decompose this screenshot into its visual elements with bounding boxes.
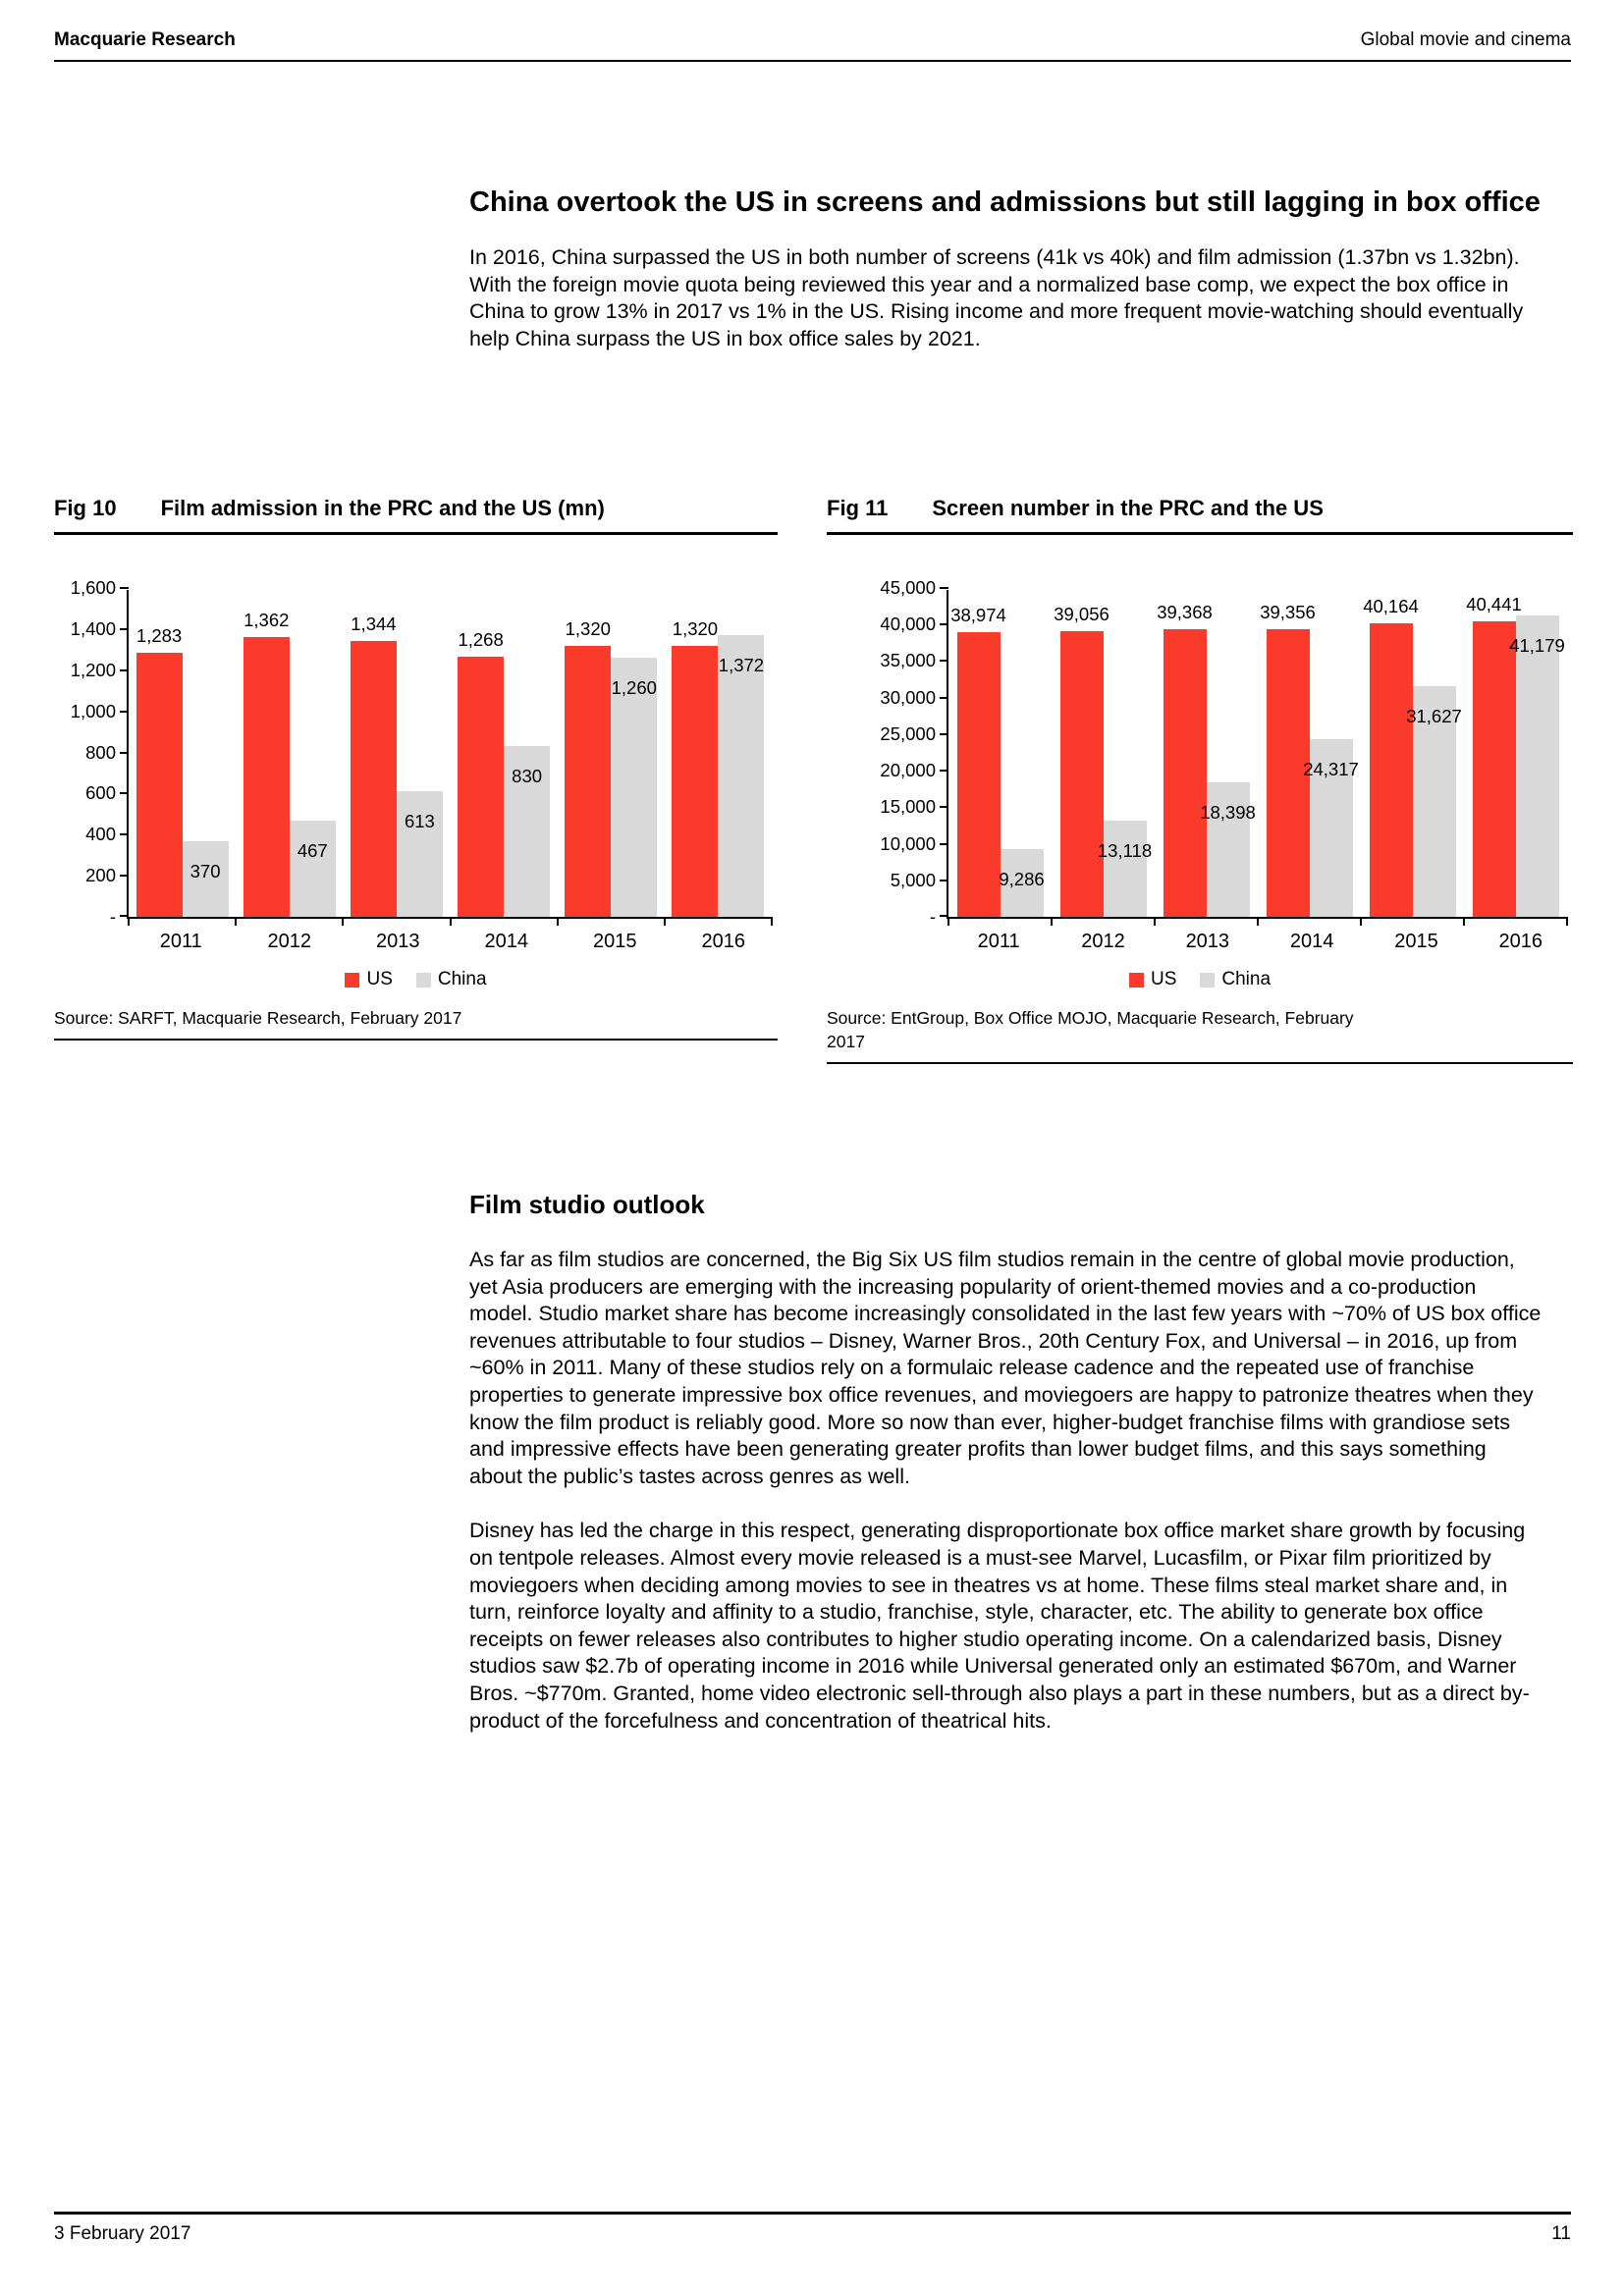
x-axis-tick bbox=[1154, 917, 1156, 926]
y-axis-label: 15,000 bbox=[880, 796, 936, 818]
fig11-screens-chart bbox=[827, 577, 1573, 990]
x-axis-label: 2011 bbox=[977, 931, 1020, 952]
page-header bbox=[54, 29, 1571, 62]
y-axis-label: 1,000 bbox=[70, 700, 116, 721]
china-bar bbox=[290, 821, 336, 917]
y-axis-label: 30,000 bbox=[880, 686, 936, 708]
bar-value-label: 1,320 bbox=[672, 617, 719, 639]
china-bar bbox=[611, 658, 657, 917]
intro-paragraph: In 2016, China surpassed the US in both number of screens (41k vs 40k) and film admission (1.37bn vs 1.32bn). With the foreign movie quota being reviewed this year and a normalized base comp, we expect the box office in China to grow 13% in 2017 vs 1% in the US. Rising income and more frequent movie-watching should eventually help China surpass the US in box office sales by 2021. bbox=[469, 245, 1524, 350]
bar-group-2016 bbox=[1464, 590, 1567, 917]
y-axis-tick bbox=[940, 660, 948, 662]
y-axis-label: 400 bbox=[85, 824, 116, 845]
y-axis-label: 1,600 bbox=[70, 577, 116, 598]
legend-swatch-us bbox=[345, 973, 359, 988]
plot-area bbox=[70, 577, 772, 927]
outlook-paragraph-2: Disney has led the charge in this respect, generating disproportionate box office market share growth by focusing on tentpole releases. Almost every movie released is a must-see Marvel, Lucasfilm, or Pixar film prioritized by moviegoers when deciding among movies to see in theatres vs at home. These films steal market share and, in turn, reinforce loyalty and affinity to a studio, franchise, style, character, etc. The ability to generate box office receipts on fewer releases also contributes to higher studio operating income. On a calendarized basis, Disney studios saw $2.7b of operating income in 2016 while Universal generated only an estimated $670m, and Warner Bros. ~$770m. Granted, home video electronic sell-through also plays a part in these numbers, but as a direct by-product of the forcefulness and concentration of theatrical hits. bbox=[469, 1519, 1530, 1733]
y-axis-label: 600 bbox=[85, 782, 116, 804]
y-axis-label: 40,000 bbox=[880, 614, 936, 635]
figure-10-source bbox=[54, 1006, 778, 1041]
x-axis-label: 2013 bbox=[376, 931, 420, 952]
y-axis-tick bbox=[120, 875, 129, 877]
y-axis-label: 20,000 bbox=[880, 760, 936, 781]
x-axis-tick bbox=[771, 917, 773, 926]
legend-swatch-china bbox=[416, 973, 431, 988]
y-axis-tick bbox=[940, 697, 948, 699]
x-axis-tick bbox=[1566, 917, 1568, 926]
china-bar bbox=[1097, 821, 1153, 917]
x-axis-label: 2011 bbox=[159, 931, 202, 952]
y-axis-tick bbox=[940, 770, 948, 772]
bar-value-label: 1,268 bbox=[458, 628, 504, 650]
bar-value-label: 1,283 bbox=[135, 625, 183, 647]
bar-value-label: 40,164 bbox=[1363, 596, 1419, 617]
x-axis-tick bbox=[947, 917, 949, 926]
bar-value-label: 1,320 bbox=[565, 617, 611, 639]
bar-value-label: 39,356 bbox=[1260, 602, 1316, 623]
bar-value-label: 613 bbox=[404, 810, 435, 831]
legend-item-china bbox=[416, 969, 487, 990]
x-axis-tick bbox=[450, 917, 452, 926]
bar-value-label: 1,362 bbox=[244, 609, 290, 630]
us-bar bbox=[351, 613, 397, 917]
y-axis-tick bbox=[120, 792, 129, 794]
bar-value-label: 31,627 bbox=[1406, 705, 1462, 726]
figure-11 bbox=[827, 496, 1573, 1064]
section-heading: China overtook the US in screens and admissions but still lagging in box office bbox=[469, 187, 1541, 218]
figure-title: Film admission in the PRC and the US (mn) bbox=[160, 496, 605, 520]
header-report-title: Global movie and cinema bbox=[1360, 29, 1571, 50]
x-axis-tick bbox=[1463, 917, 1465, 926]
us-bar bbox=[1157, 601, 1213, 917]
china-bar bbox=[1509, 615, 1565, 917]
x-axis-tick bbox=[557, 917, 559, 926]
us-bar bbox=[1466, 593, 1522, 917]
legend-swatch-us bbox=[1129, 973, 1144, 988]
footer-page-number: 11 bbox=[1551, 2223, 1571, 2244]
bar-value-label: 39,368 bbox=[1157, 601, 1213, 622]
x-axis-label: 2014 bbox=[484, 931, 528, 952]
x-axis-labels bbox=[127, 931, 778, 953]
y-axis-label: - bbox=[929, 906, 936, 927]
us-bar bbox=[244, 609, 290, 917]
bar-value-label: 13,118 bbox=[1097, 840, 1153, 862]
bar-value-label: 40,441 bbox=[1466, 593, 1522, 614]
x-axis-tick bbox=[1360, 917, 1362, 926]
bar-value-label: 370 bbox=[189, 860, 221, 881]
bar-value-label: 39,056 bbox=[1054, 604, 1110, 625]
header-publisher: Macquarie Research bbox=[54, 29, 236, 50]
y-axis-label: 25,000 bbox=[880, 722, 936, 744]
x-axis-tick bbox=[342, 917, 344, 926]
figure-11-caption bbox=[827, 496, 1573, 535]
y-axis-tick bbox=[940, 623, 948, 625]
y-axis-tick bbox=[120, 752, 129, 754]
bar-group-2014 bbox=[451, 590, 558, 917]
x-axis-tick bbox=[664, 917, 666, 926]
intro-section bbox=[469, 185, 1544, 352]
x-axis-tick bbox=[128, 917, 130, 926]
figure-10 bbox=[54, 496, 778, 1064]
legend-label: China bbox=[437, 969, 487, 989]
bar-group-2016 bbox=[665, 590, 772, 917]
figure-title: Screen number in the PRC and the US bbox=[932, 496, 1324, 520]
x-axis-label: 2016 bbox=[1498, 931, 1543, 952]
x-axis-label: 2012 bbox=[1081, 931, 1125, 952]
bar-value-label: 1,344 bbox=[351, 613, 397, 634]
us-bar bbox=[565, 617, 611, 917]
y-axis-label: 10,000 bbox=[880, 832, 936, 854]
bar-value-label: 18,398 bbox=[1200, 802, 1256, 824]
us-bar bbox=[672, 617, 719, 917]
bar-group-2011 bbox=[948, 590, 1052, 917]
x-axis-labels bbox=[947, 931, 1573, 953]
y-axis-label: 800 bbox=[85, 741, 116, 763]
bar-value-label: 1,372 bbox=[718, 654, 765, 675]
x-axis-label: 2016 bbox=[701, 931, 745, 952]
outlook-paragraph-1: As far as film studios are concerned, the Big Six US film studios remain in the centre of global movie production, yet Asia producers are emerging with the increasing popularity of orient-themed movies and a co-production model. Studio market share has become increasingly consolidated in the last few years with ~70% of US box office revenues attributable to four studios – Disney, Warner Bros., 20th Century Fox, and Universal – in 2016, up from ~60% in 2011. Many of these studios rely on a formulaic release cadence and the repeated use of franchise properties to generate impressive box office revenues, and moviegoers are happy to patronize theatres when they know the film product is reliably good. More so now than ever, higher-budget franchise films with grandiose sets and impressive effects have been generating greater profits than lower budget films, and this says something about the public’s tastes across genres as well. bbox=[469, 1248, 1542, 1488]
y-axis-tick bbox=[120, 628, 129, 630]
y-axis-label: - bbox=[109, 906, 116, 927]
y-axis-tick bbox=[940, 587, 948, 589]
figure-11-source bbox=[827, 1006, 1573, 1064]
outlook-heading: Film studio outlook bbox=[469, 1190, 705, 1219]
source-line: Source: SARFT, Macquarie Research, February 2017 bbox=[54, 1008, 462, 1028]
y-axis-tick bbox=[120, 587, 129, 589]
figure-label: Fig 10 bbox=[54, 496, 117, 520]
x-axis-tick bbox=[1257, 917, 1259, 926]
bar-group-2014 bbox=[1258, 590, 1361, 917]
china-bar bbox=[504, 746, 550, 917]
bar-group-2013 bbox=[1155, 590, 1258, 917]
page-footer bbox=[54, 2212, 1571, 2245]
bar-value-label: 467 bbox=[297, 840, 328, 862]
y-axis-tick bbox=[940, 733, 948, 735]
y-axis-label: 1,400 bbox=[70, 617, 116, 639]
figures-row bbox=[54, 496, 1573, 1064]
bar-value-label: 38,974 bbox=[950, 604, 1006, 625]
y-axis-tick bbox=[940, 843, 948, 845]
y-axis-tick bbox=[120, 669, 129, 671]
legend-item-us bbox=[1129, 969, 1176, 990]
figure-10-caption bbox=[54, 496, 778, 535]
y-axis-label: 1,200 bbox=[70, 659, 116, 680]
us-bar bbox=[458, 628, 504, 917]
legend-label: US bbox=[1150, 969, 1177, 989]
x-axis-tick bbox=[1051, 917, 1053, 926]
source-line: 2017 bbox=[827, 1032, 865, 1051]
bar-group-2011 bbox=[129, 590, 236, 917]
source-line: Source: EntGroup, Box Office MOJO, Macquarie Research, February bbox=[827, 1008, 1354, 1028]
bar-group-2012 bbox=[1052, 590, 1155, 917]
bar-value-label: 830 bbox=[512, 766, 543, 787]
us-bar bbox=[1363, 596, 1419, 917]
chart-legend bbox=[54, 969, 778, 990]
x-axis-label: 2012 bbox=[267, 931, 311, 952]
plot-area bbox=[880, 577, 1567, 927]
x-axis-label: 2013 bbox=[1185, 931, 1230, 952]
legend-label: China bbox=[1221, 969, 1272, 989]
bar-value-label: 41,179 bbox=[1509, 635, 1565, 657]
footer-date: 3 February 2017 bbox=[54, 2223, 191, 2244]
bar-value-label: 9,286 bbox=[999, 868, 1045, 889]
outlook-section bbox=[469, 1190, 1544, 1762]
chart-legend bbox=[827, 969, 1573, 990]
legend-label: US bbox=[366, 969, 393, 989]
x-axis-label: 2014 bbox=[1289, 931, 1334, 952]
x-axis-tick bbox=[235, 917, 237, 926]
china-bar bbox=[397, 791, 443, 917]
bar-value-label: 1,260 bbox=[611, 677, 657, 699]
china-bar bbox=[183, 841, 229, 917]
bar-group-2012 bbox=[236, 590, 343, 917]
x-axis-label: 2015 bbox=[1394, 931, 1438, 952]
y-axis-label: 35,000 bbox=[880, 650, 936, 671]
y-axis-tick bbox=[940, 806, 948, 808]
fig10-admissions-chart bbox=[54, 577, 778, 990]
y-axis-label: 200 bbox=[85, 865, 116, 886]
legend-item-china bbox=[1200, 969, 1271, 990]
china-bar bbox=[1001, 849, 1044, 917]
bar-value-label: 24,317 bbox=[1303, 758, 1359, 779]
bar-group-2013 bbox=[343, 590, 450, 917]
us-bar bbox=[950, 604, 1006, 917]
x-axis-label: 2015 bbox=[593, 931, 637, 952]
china-bar bbox=[718, 635, 764, 917]
china-bar bbox=[1200, 782, 1256, 917]
legend-item-us bbox=[345, 969, 392, 990]
y-axis-tick bbox=[120, 711, 129, 713]
y-axis-label: 5,000 bbox=[890, 869, 936, 890]
bar-group-2015 bbox=[1361, 590, 1464, 917]
us-bar bbox=[135, 625, 183, 917]
y-axis-tick bbox=[120, 833, 129, 835]
figure-label: Fig 11 bbox=[827, 496, 889, 520]
legend-swatch-china bbox=[1200, 973, 1215, 988]
us-bar bbox=[1054, 604, 1110, 917]
bar-group-2015 bbox=[558, 590, 665, 917]
china-bar bbox=[1303, 739, 1359, 917]
y-axis-tick bbox=[940, 880, 948, 881]
china-bar bbox=[1406, 686, 1462, 917]
y-axis-label: 45,000 bbox=[880, 577, 936, 598]
